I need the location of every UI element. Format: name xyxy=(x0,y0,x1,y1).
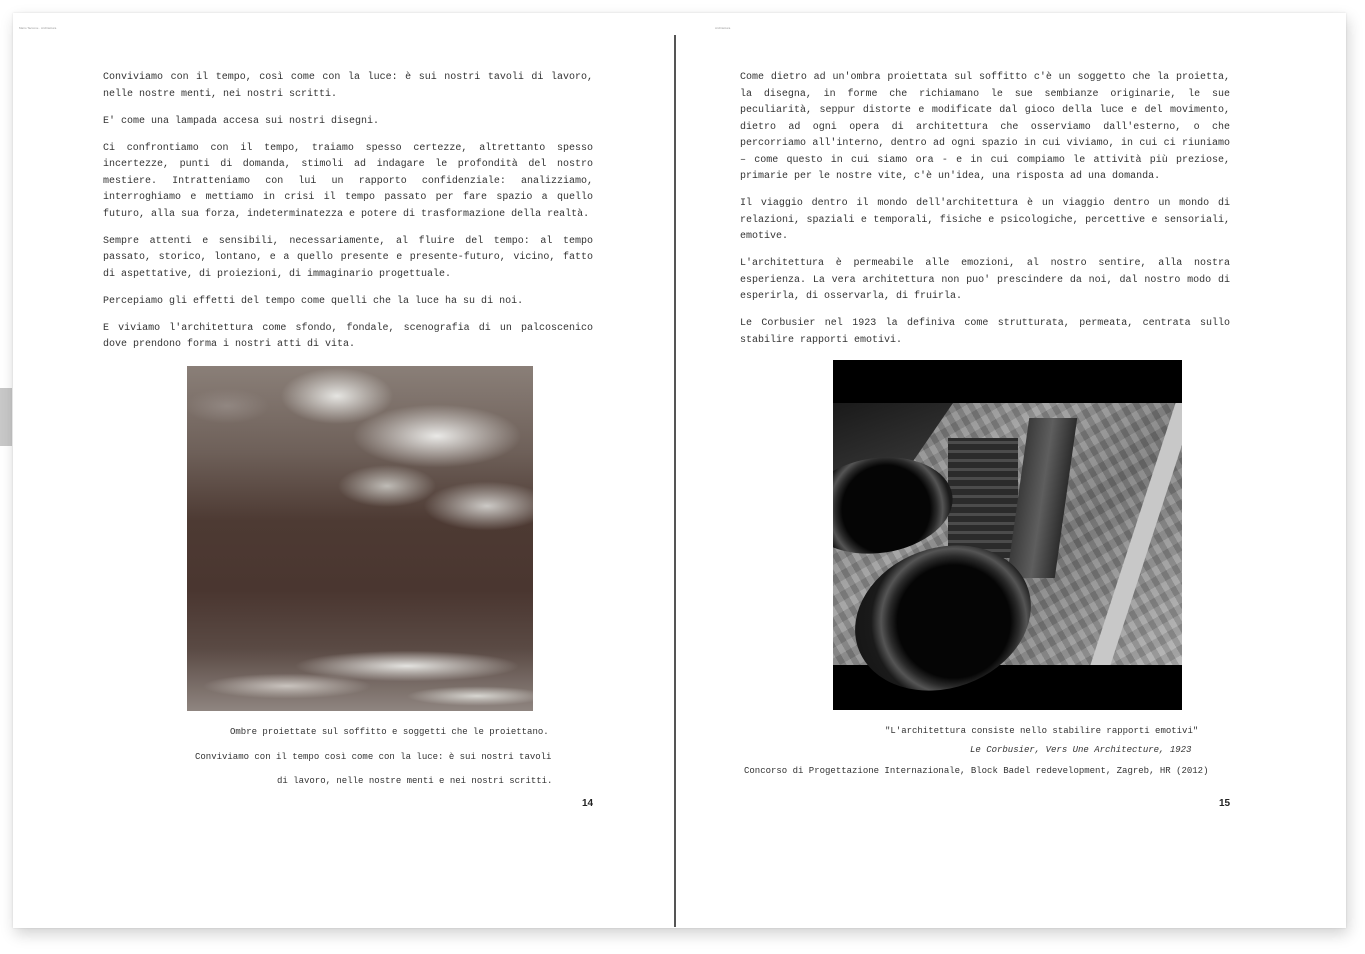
project-caption: Concorso di Progettazione Internazionale, Block Badel redevelopment, Zagreb, HR (2012) xyxy=(744,766,1209,776)
paragraph: Percepiamo gli effetti del tempo come quelli che la luce ha su di noi. xyxy=(103,295,524,307)
street xyxy=(1090,403,1182,665)
paragraph: Come dietro ad un'ombra proiettata sul soffitto c'è un soggetto che la proietta, la disegna, in forme che richiamano le sue sembianze originarie, le sue peculiarità, seppur distorte e modificate dal gioco della luce e del movimento, dietro ad ogni opera di architettura che osserviamo dall'esterno, o che percorriamo all'interno, dentro ad ogni spazio in cui viviamo, in cui ci riuniamo – come questo in cui siamo ora - e in cui compiamo le attività più preziose, primarie per le nostre vite, c'è un'idea, una risposta ad una domanda. xyxy=(740,72,1230,182)
paragraph: Sempre attenti e sensibili, necessariamente, al fluire del tempo: al tempo passato, storico, lontano, e a quello presente e presente-futuro, vicino, fatto di aspettative, di proiezioni, di immaginario progettuale. xyxy=(103,235,593,280)
quote-source: Le Corbusier, Vers Une Architecture, 1923 xyxy=(970,745,1192,755)
running-head-right: Architettura xyxy=(715,26,731,30)
aerial-plane-photo xyxy=(833,360,1182,710)
building-block xyxy=(948,438,1018,558)
page-divider xyxy=(674,35,676,927)
aerial-city-view xyxy=(833,403,1182,665)
photo-caption-line-2: Conviviamo con il tempo così come con la luce: è sui nostri tavoli xyxy=(195,752,552,762)
photo-caption-line-3: di lavoro, nelle nostre menti e nei nostri scritti. xyxy=(277,776,553,786)
right-page-body xyxy=(740,70,1230,360)
page-number-right: 15 xyxy=(1219,798,1231,809)
paragraph: L'architettura è permeabile alle emozioni, al nostro sentire, alla nostra esperienza. La vera architettura non puo' prescindere da noi, dal nostro modo di esperirla, di osservarla, di fruirla. xyxy=(740,258,1230,302)
photo-caption-line-1: Ombre proiettate sul soffitto e soggetti che le proiettano. xyxy=(230,727,549,737)
paragraph: E viviamo l'architettura come sfondo, fondale, scenografia di un palcoscenico dove prendono forma i nostri atti di vita. xyxy=(103,322,593,350)
page-number-left: 14 xyxy=(582,798,594,809)
paragraph: E' come una lampada accesa sui nostri disegni. xyxy=(103,115,380,127)
document-spread xyxy=(13,13,1346,928)
paragraph: Ci confrontiamo con il tempo, traiamo spesso certezze, altrettanto spesso incertezze, punti di domanda, stimoli ad indagare le profondità del nostro mestiere. Intratteniamo con lui un rapporto confidenziale: analizziamo, interroghiamo e mettiamo in crisi il tempo passato per fare spazio a quello futuro, alla sua forza, indeterminatezza e potere di trasformazione della realtà. xyxy=(103,142,593,220)
paragraph: Il viaggio dentro il mondo dell'architettura è un viaggio dentro un mondo di relazioni, spaziali e temporali, fisiche e psicologiche, percettive e sensoriali, emotive. xyxy=(740,198,1230,242)
paragraph: Conviviamo con il tempo, così come con la luce: è sui nostri tavoli di lavoro, nelle nostre menti, nei nostri scritti. xyxy=(103,72,593,100)
paragraph: Le Corbusier nel 1923 la definiva come strutturata, permeata, centrata sullo stabilire rapporti emotivi. xyxy=(740,318,1230,346)
quote-caption: "L'architettura consiste nello stabilire rapporti emotivi" xyxy=(885,726,1199,736)
left-page-body xyxy=(103,70,593,364)
running-head-left: Mario Taccone · Architettura xyxy=(19,26,57,30)
side-scroll-tab[interactable] xyxy=(0,388,12,446)
ceiling-shadow-photo xyxy=(187,366,533,711)
